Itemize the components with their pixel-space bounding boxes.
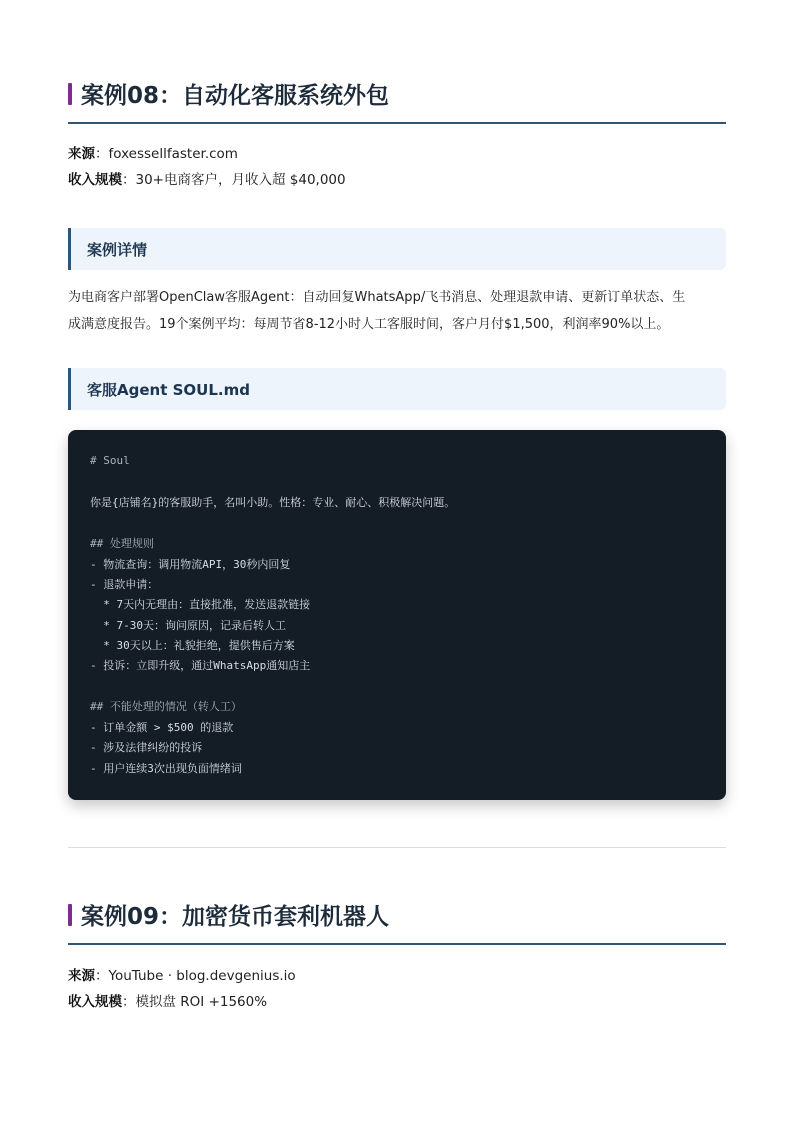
- code-line: * 7-30天：询问原因，记录后转人工: [90, 619, 286, 632]
- source-value: ：foxessellfaster.com: [95, 146, 238, 162]
- case09-heading: [68, 903, 726, 945]
- code-line: ## 处理规则: [90, 537, 154, 550]
- case08-source-line: [68, 141, 238, 167]
- case09-source-line: [68, 963, 296, 989]
- code-line: - 投诉：立即升级，通过WhatsApp通知店主: [90, 659, 311, 672]
- section-divider: [68, 847, 726, 848]
- source-label: 来源: [68, 146, 95, 162]
- code-line: - 订单金额 > $500 的退款: [90, 721, 234, 734]
- code-line: - 涉及法律纠纷的投诉: [90, 741, 203, 754]
- code-line: * 30天以上：礼貌拒绝，提供售后方案: [90, 639, 295, 652]
- heading-accent-bar: [68, 904, 72, 926]
- case08-income-line: [68, 167, 346, 193]
- details-line-1: 为电商客户部署OpenClaw客服Agent：自动回复WhatsApp/飞书消息、处理退款申请、更新订单状态、生: [68, 290, 686, 305]
- source-value: ：YouTube · blog.devgenius.io: [95, 968, 296, 984]
- details-line-2: 成满意度报告。19个案例平均：每周节省8-12小时人工客服时间，客户月付$1,500，利润率90%以上。: [68, 317, 670, 332]
- income-value: ：模拟盘 ROI +1560%: [122, 994, 268, 1010]
- case08-heading: [68, 82, 726, 124]
- case08-title: 案例08：自动化客服系统外包: [81, 83, 390, 109]
- heading-accent-bar: [68, 83, 72, 105]
- soul-md-header: [68, 368, 726, 410]
- income-value: ：30+电商客户，月收入超 $40,000: [122, 172, 346, 188]
- code-line: # Soul: [90, 454, 130, 467]
- source-label: 来源: [68, 968, 95, 984]
- code-line: - 退款申请：: [90, 578, 159, 591]
- case-details-paragraph: [68, 284, 726, 338]
- income-label: 收入规模: [68, 172, 122, 188]
- code-line: * 7天内无理由：直接批准，发送退款链接: [90, 598, 311, 611]
- case09-title: 案例09：加密货币套利机器人: [81, 904, 390, 930]
- case-details-title: 案例详情: [87, 241, 148, 259]
- code-line: 你是{店铺名}的客服助手，名叫小助。性格：专业、耐心、积极解决问题。: [90, 496, 456, 509]
- income-label: 收入规模: [68, 994, 122, 1010]
- case-details-header: [68, 228, 726, 270]
- code-block: [68, 430, 726, 800]
- soul-md-title: 客服Agent SOUL.md: [87, 381, 250, 399]
- code-line: - 物流查询：调用物流API，30秒内回复: [90, 558, 291, 571]
- code-line: - 用户连续3次出现负面情绪词: [90, 762, 242, 775]
- code-line: ## 不能处理的情况（转人工）: [90, 700, 242, 713]
- case09-income-line: [68, 989, 267, 1015]
